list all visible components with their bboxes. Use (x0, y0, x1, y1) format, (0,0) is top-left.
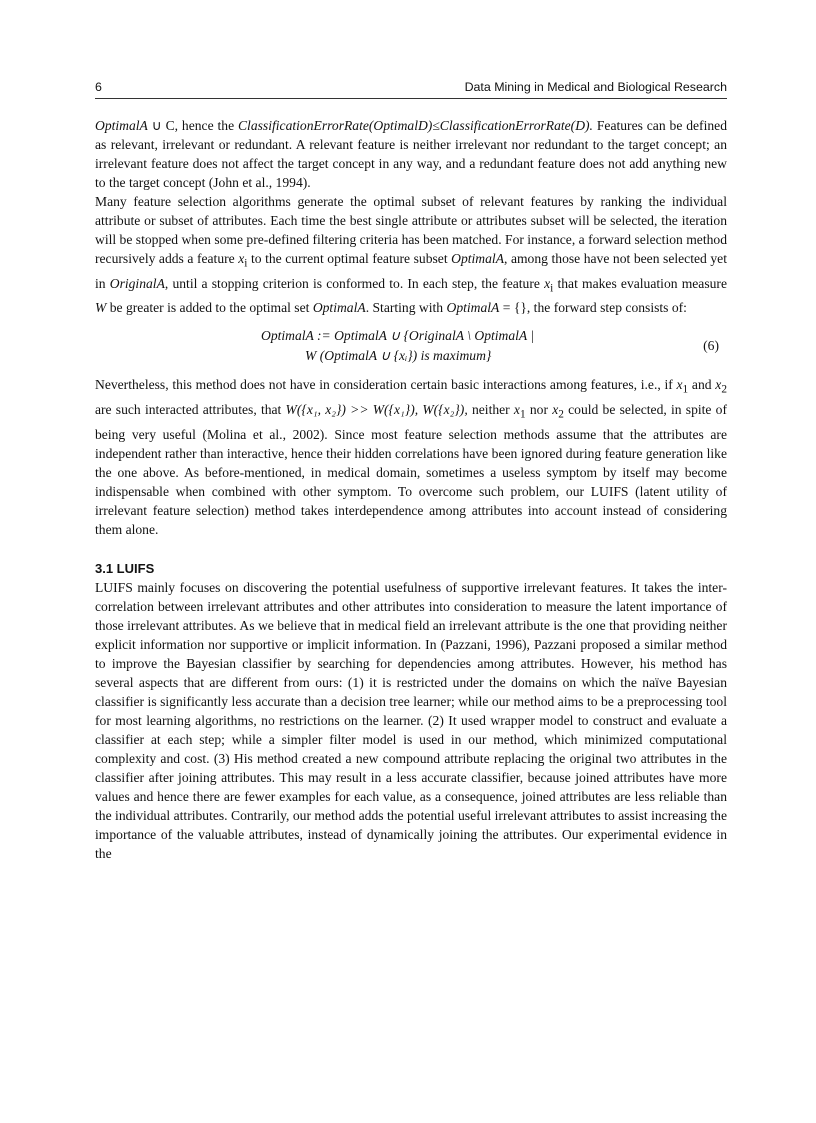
paragraph-3: Nevertheless, this method does not have in consideration certain basic interactions among features, i.e., if $x_1$ and $x_2$ are such interacted attributes, that W({x₁, x₂}) >> W({x₁}), W({x₂}), neither $x_1$ nor $x_2$ could be selected, in spite of being very useful (Molina et al., 2002). Since most feature selection methods assume that the attributes are independent rather than interactive, hence their hidden correlations have been ignored during feature generation like the one above. As before-mentioned, in medical domain, sometimes a useless symptom by itself may become indispensable when combined with other symptom. To overcome such problem, our LUIFS (latent utility of irrelevant feature selection) method takes interdependence among attributes into account instead of considering them alone. (95, 377, 727, 537)
equation-line-2: W (OptimalA ∪ {xᵢ}) is maximum} (305, 348, 492, 364)
section-heading: 3.1 LUIFS (95, 560, 155, 576)
body-text (95, 116, 727, 863)
equation-number: (6) (703, 338, 719, 354)
running-title: Data Mining in Medical and Biological Research (464, 80, 727, 94)
error-rate-expression: ClassificationErrorRate(OptimalD)≤ClassificationErrorRate(D). (237, 118, 593, 133)
optimal-a-term: OptimalA (95, 118, 148, 133)
w-expression: W({x₁, x₂}) >> W({x₁}), W({x₂}), (285, 402, 468, 418)
page-number: 6 (95, 80, 102, 94)
paragraph-1: OptimalA ∪ C, hence the ClassificationErrorRate(OptimalD)≤ClassificationErrorRate(D). Features can be defined as relevant, irrelevant or redundant. A relevant feature is neither irrelevant nor redundant to the target concept; an irrelevant feature does not affect the target concept in any way, and a redundant feature does not add anything new to the target concept (John et al., 1994). (95, 118, 727, 190)
running-header (95, 80, 727, 99)
paragraph-2: Many feature selection algorithms generate the optimal subset of relevant features by ranking the individual attribute or subset of attributes. Each time the best single attribute or attributes subset will be selected, the iteration will be stopped when some pre-defined filtering criteria has been matched. For instance, a forward selection method recursively adds a feature $x_i$ to the current optimal feature subset OptimalA, among those have not been selected yet in OriginalA, until a stopping criterion is conformed to. In each step, the feature $x_i$ that makes evaluation measure W be greater is added to the optimal set OptimalA. Starting with OptimalA = {}, the forward step consists of: (95, 194, 727, 316)
equation-6 (95, 326, 727, 366)
paragraph-4: LUIFS mainly focuses on discovering the potential usefulness of supportive irrelevant features. It takes the inter-correlation between irrelevant attributes and other attributes into consideration to measure the latent importance of those irrelevant attributes. As we believe that in medical field an irrelevant attribute is the one that providing neither explicit information nor supportive or implicit information. In (Pazzani, 1996), Pazzani proposed a similar method to improve the Bayesian classifier by searching for dependencies among attributes. However, his method has several aspects that are different from ours: (1) it is restricted under the domains on which the naïve Bayesian classifier is significantly less accurate than a decision tree learner; while our method aims to be a preprocessing tool for most learning algorithms, no restrictions on the learner. (2) It used wrapper model to construct and evaluate a classifier at each step; while a simpler filter model is used in our method, which minimized computational complexity and cost. (3) His method created a new compound attribute replacing the original two attributes in the classifier after joining attributes. This may result in a less accurate classifier, because joined attributes have more values and hence there are fewer examples for each value, as a consequence, joined attributes are less reliable than the individual attributes. Contrarily, our method adds the potential useful irrelevant attributes to assist increasing the importance of the valuable attributes, instead of dynamically joining the attributes. Our experimental evidence in the (95, 579, 727, 861)
equation-line-1: OptimalA := OptimalA ∪ {OriginalA \ OptimalA | (261, 328, 535, 344)
